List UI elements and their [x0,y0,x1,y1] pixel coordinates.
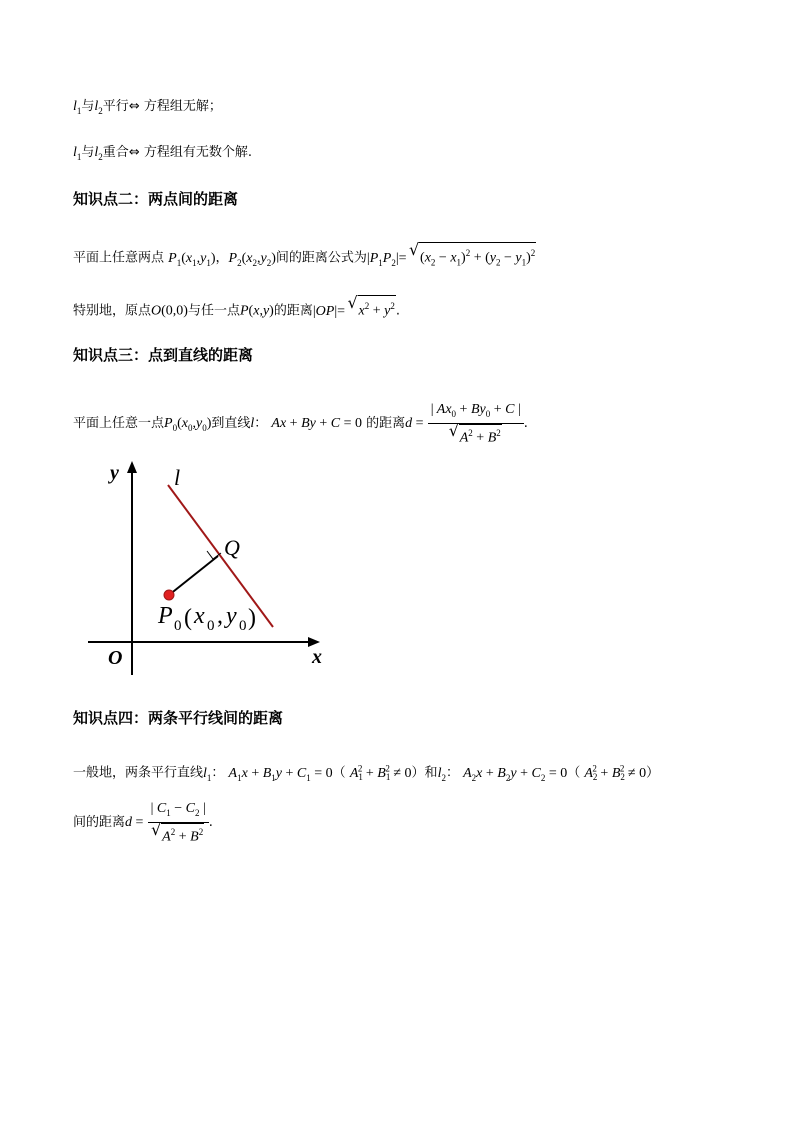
parallel-lines-formula: 一般地，两条平行直线$l_1$： $A_1x + B_1y + C_1 = 0$（ $A_1^2 + B_1^2 \ne 0$）和$l_2$： $A_2x + B_2y + C_2 = 0$（ $A_2^2 + B_2^2 \ne 0$） [73,763,660,783]
svg-text:0: 0 [239,618,247,634]
parallel-distance: 间的距离d = | $C_1 - C_2$ | √ $A^2 + B^2$ . [73,800,213,845]
section-three-heading: 知识点三：点到直线的距离 [73,346,254,364]
svg-text:x: x [194,603,205,629]
point-line-figure [80,455,340,680]
label-x: x [312,646,322,668]
label-y: y [110,462,119,484]
label-q: Q [224,535,240,560]
parallel-condition: $l_1$与$l_2$平行⇔ 方程组无解； [73,99,222,116]
svg-text:0: 0 [207,618,215,634]
svg-text:0: 0 [174,618,182,634]
label-o: O [108,647,123,669]
two-point-formula: 平面上任意两点 $P_1(x_1,y_1)$，$P_2(x_2,y_2)$间的距离公式为$|P_1P_2|=$ √ $(x_2 - x_1)^2 + (y_2 - y_1)^2$ [73,242,536,272]
label-l: l [174,465,181,490]
point-p0 [164,590,174,600]
svg-text:P: P [158,603,173,629]
parallel-result: 方程组无解； [143,99,222,114]
svg-text:,: , [217,603,223,629]
svg-text:(: ( [184,605,192,631]
section-four-heading: 知识点四：两条平行线间的距离 [73,709,284,727]
coincide-result: 方程组有无数个解. [143,145,252,160]
coincide-condition: $l_1$与$l_2$重合⇔ 方程组有无数个解. [73,145,252,162]
perpendicular-segment [169,556,218,595]
point-line-formula: 平面上任意一点$P_0(x_0,y_0)$到直线l： Ax + By + C = 0 的距离d = | $Ax_0 + By_0 + C$ | √ $A^2 + B^2$ . [73,401,528,446]
svg-text:y: y [226,603,237,629]
section-two-heading: 知识点二：两点间的距离 [73,190,239,208]
svg-text:): ) [248,605,256,631]
label-p0 [157,603,256,634]
origin-distance: 特别地，原点O(0,0)与任一点P(x,y)的距离|OP|= √ $x^2 + y^2$. [73,295,400,322]
